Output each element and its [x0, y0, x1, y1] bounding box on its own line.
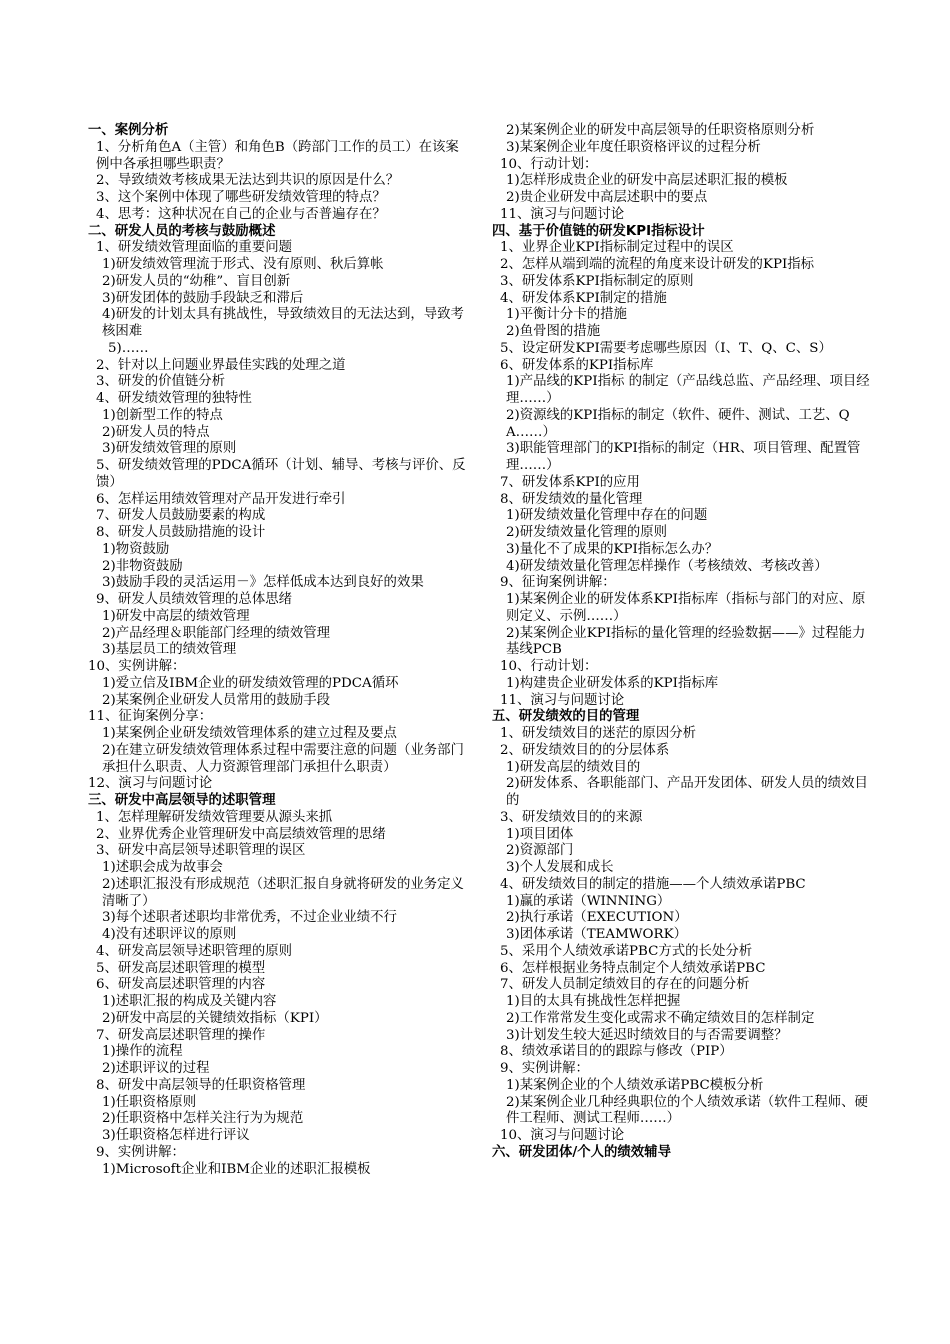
left-column [88, 123, 470, 1178]
outline-item: 10、行动计划： [500, 659, 598, 674]
outline-item: 3、研发体系KPI指标制定的原则 [500, 273, 694, 289]
outline-item: 10、实例讲解： [88, 659, 186, 674]
outline-item: 2)某案例企业的研发中高层领导的任职资格原则分析 [506, 123, 815, 138]
outline-item: 2)研发体系、各职能部门、产品开发团体、研发人员的绩效目的 [506, 776, 868, 808]
outline-item: 2、针对以上问题业界最佳实践的处理之道 [96, 357, 346, 373]
outline-item: 12、演习与问题讨论 [88, 776, 213, 792]
outline-item: 2)某案例企业几种经典职位的个人绩效承诺（软件工程师、硬件工程师、测试工程师……） [506, 1094, 868, 1127]
outline-item: 1)研发高层的绩效目的 [506, 759, 641, 775]
outline-item: 2)研发人员的“幼稚”、盲目创新 [102, 273, 291, 289]
outline-item: 2)任职资格中怎样关注行为为规范 [102, 1111, 304, 1127]
outline-item: 2)资源线的KPI指标的制定（软件、硬件、测试、工艺、QA……） [506, 407, 850, 440]
outline-item: 3)研发团体的鼓励手段缺乏和滞后 [102, 290, 304, 306]
outline-item: 3)研发绩效管理的原则 [102, 441, 237, 457]
outline-item: 7、研发体系KPI的应用 [500, 474, 640, 490]
outline-item: 2)执行承诺（EXECUTION） [506, 910, 688, 926]
outline-item: 2)研发绩效量化管理的原则 [506, 525, 668, 540]
outline-item: 11、征询案例分享： [88, 709, 213, 725]
section-heading: 四、基于价值链的研发KPI指标设计 [492, 223, 705, 239]
outline-item: 2、研发绩效目的的分层体系 [500, 742, 670, 758]
outline-item: 2)产品经理＆职能部门经理的绩效管理 [102, 625, 330, 641]
outline-item: 2)鱼骨图的措施 [506, 324, 601, 339]
outline-item: 3、研发绩效目的的来源 [500, 809, 643, 825]
outline-item: 8、研发绩效的量化管理 [500, 491, 643, 507]
outline-item: 2)资源部门 [506, 843, 574, 859]
outline-item: 5、研发高层述职管理的模型 [96, 960, 266, 976]
outline-item: 6、研发高层述职管理的内容 [96, 977, 266, 993]
outline-item: 1)创新型工作的特点 [102, 407, 223, 423]
outline-item: 4、研发绩效管理的独特性 [96, 391, 252, 406]
outline-item: 10、行动计划： [500, 156, 598, 172]
outline-item: 6、怎样运用绩效管理对产品开发进行牵引 [96, 491, 346, 507]
outline-item: 3)任职资格怎样进行评议 [102, 1128, 250, 1143]
outline-item: 1、怎样理解研发绩效管理要从源头来抓 [96, 809, 333, 825]
outline-item: 2、导致绩效考核成果无法达到共识的原因是什么？ [96, 173, 400, 189]
outline-item: 1)Microsoft企业和IBM企业的述职汇报模板 [102, 1161, 371, 1177]
outline-item: 8、绩效承诺目的的跟踪与修改（PIP） [500, 1044, 733, 1060]
outline-item: 4、研发体系KPI制定的措施 [500, 290, 667, 306]
section-heading: 三、研发中高层领导的述职管理 [88, 793, 276, 808]
outline-item: 9、研发人员绩效管理的总体思绪 [96, 592, 292, 607]
outline-item: 1)操作的流程 [102, 1044, 183, 1060]
outline-item: 4)研发绩效量化管理怎样操作（考核绩效、考核改善） [506, 558, 828, 574]
outline-item: 8、研发中高层领导的任职资格管理 [96, 1077, 306, 1093]
outline-item: 1)平衡计分卡的措施 [506, 307, 627, 323]
outline-item: 5、采用个人绩效承诺PBC方式的长处分析 [500, 943, 753, 959]
outline-item: 3、研发中高层领导述职管理的误区 [96, 843, 306, 859]
outline-item: 6、怎样根据业务特点制定个人绩效承诺PBC [500, 960, 766, 976]
outline-item: 10、演习与问题讨论 [500, 1128, 625, 1143]
outline-item: 3)计划发生较大延迟时绩效目的与否需要调整？ [506, 1027, 788, 1043]
outline-item: 3)团体承诺（TEAMWORK） [506, 927, 688, 942]
outline-item: 1)目的太具有挑战性怎样把握 [506, 994, 681, 1009]
outline-item: 1)研发中高层的绩效管理 [102, 608, 250, 624]
section-heading: 一、案例分析 [88, 123, 169, 138]
outline-item: 2)非物资鼓励 [102, 558, 183, 574]
outline-item: 9、实例讲解： [500, 1061, 589, 1076]
outline-item: 5、设定研发KPI需要考虑哪些原因（I、T、Q、C、S） [500, 340, 832, 356]
outline-item: 1)某案例企业研发绩效管理体系的建立过程及要点 [102, 726, 397, 741]
outline-item: 1)爱立信及IBM企业的研发绩效管理的PDCA循环 [102, 675, 399, 691]
outline-item: 4、研发高层领导述职管理的原则 [96, 943, 292, 959]
outline-item: 1)某案例企业的个人绩效承诺PBC模板分析 [506, 1077, 764, 1093]
outline-item: 3、这个案例中体现了哪些研发绩效管理的特点？ [96, 190, 386, 205]
outline-item: 1)述职汇报的构成及关键内容 [102, 994, 277, 1009]
outline-item: 5、研发绩效管理的PDCA循环（计划、辅导、考核与评价、反馈） [96, 458, 466, 490]
outline-item: 1、业界企业KPI指标制定过程中的误区 [500, 240, 734, 256]
outline-item: 1)研发绩效管理流于形式、没有原则、秋后算帐 [102, 257, 384, 272]
outline-item: 2、业界优秀企业管理研发中高层绩效管理的思绪 [96, 826, 386, 842]
outline-item: 9、征询案例讲解： [500, 575, 616, 591]
outline-item: 3、研发的价值链分析 [96, 374, 226, 390]
section-heading: 二、研发人员的考核与鼓励概述 [88, 223, 276, 239]
outline-item: 3)量化不了成果的KPI指标怎么办？ [506, 541, 719, 557]
outline-item: 4、思考：这种状况在自己的企业与否普遍存在？ [96, 206, 386, 222]
outline-item: 1)物资鼓励 [102, 541, 170, 557]
outline-item: 2)贵企业研发中高层述职中的要点 [506, 190, 708, 205]
outline-item: 5)…… [108, 340, 149, 356]
outline-item: 2)某案例企业KPI指标的量化管理的经验数据——》过程能力基线PCB [506, 625, 866, 658]
outline-item: 11、演习与问题讨论 [500, 206, 625, 222]
outline-item: 11、演习与问题讨论 [500, 692, 625, 708]
outline-item: 1、研发绩效目的迷茫的原因分析 [500, 726, 696, 741]
outline-item: 3)某案例企业年度任职资格评议的过程分析 [506, 139, 761, 155]
outline-item: 7、研发人员制定绩效目的存在的问题分析 [500, 977, 750, 993]
outline-item: 2)述职评议的过程 [102, 1061, 210, 1076]
outline-item: 1)产品线的KPI指标 的制定（产品线总监、产品经理、项目经理……） [506, 374, 870, 406]
outline-item: 7、研发高层述职管理的操作 [96, 1027, 266, 1043]
outline-item: 8、研发人员鼓励措施的设计 [96, 525, 266, 540]
outline-item: 1)怎样形成贵企业的研发中高层述职汇报的模板 [506, 173, 788, 189]
outline-item: 2)工作常常发生变化或需求不确定绩效目的怎样制定 [506, 1010, 815, 1026]
outline-item: 1、分析角色A（主管）和角色B（跨部门工作的员工）在该案例中各承担哪些职责？ [96, 139, 459, 172]
outline-item: 1)某案例企业的研发体系KPI指标库（指标与部门的对应、原则定义、示例……） [506, 592, 866, 624]
outline-item: 2)某案例企业研发人员常用的鼓励手段 [102, 692, 330, 708]
outline-item: 3)职能管理部门的KPI指标的制定（HR、项目管理、配置管理……） [506, 441, 861, 473]
outline-item: 1)构建贵企业研发体系的KPI指标库 [506, 675, 719, 691]
outline-item: 3)个人发展和成长 [506, 860, 614, 875]
outline-item: 2)述职汇报没有形成规范（述职汇报自身就将研发的业务定义清晰了） [102, 876, 464, 909]
outline-item: 1、研发绩效管理面临的重要问题 [96, 240, 292, 256]
outline-item: 1)研发绩效量化管理中存在的问题 [506, 508, 708, 524]
outline-item: 3)每个述职者述职均非常优秀，不过企业业绩不行 [102, 910, 397, 926]
outline-item: 2)研发中高层的关键绩效指标（KPI） [102, 1010, 328, 1026]
outline-item: 4)没有述职评议的原则 [102, 927, 237, 942]
outline-item: 9、实例讲解： [96, 1144, 185, 1160]
outline-item: 2)研发人员的特点 [102, 424, 210, 440]
outline-item: 4、研发绩效目的制定的措施——个人绩效承诺PBC [500, 876, 806, 892]
outline-item: 4)研发的计划太具有挑战性，导致绩效目的无法达到，导致考核困难 [102, 307, 464, 339]
outline-item: 2)在建立研发绩效管理体系过程中需要注意的问题（业务部门承担什么职责、人力资源管理部门承担什么职责） [102, 742, 464, 775]
section-heading: 六、研发团体/个人的绩效辅导 [492, 1144, 671, 1160]
right-column [492, 123, 872, 1162]
outline-item: 7、研发人员鼓励要素的构成 [96, 508, 266, 524]
section-heading: 五、研发绩效的目的管理 [492, 709, 640, 725]
outline-item: 1)任职资格原则 [102, 1094, 197, 1110]
outline-item: 3)基层员工的绩效管理 [102, 642, 237, 658]
outline-item: 1)赢的承诺（WINNING） [506, 893, 671, 909]
outline-item: 6、研发体系的KPI指标库 [500, 357, 654, 373]
outline-item: 2、怎样从端到端的流程的角度来设计研发的KPI指标 [500, 257, 815, 272]
outline-item: 1)述职会成为故事会 [102, 860, 223, 875]
outline-item: 3)鼓励手段的灵活运用－》怎样低成本达到良好的效果 [102, 575, 424, 591]
outline-item: 1)项目团体 [506, 826, 574, 842]
